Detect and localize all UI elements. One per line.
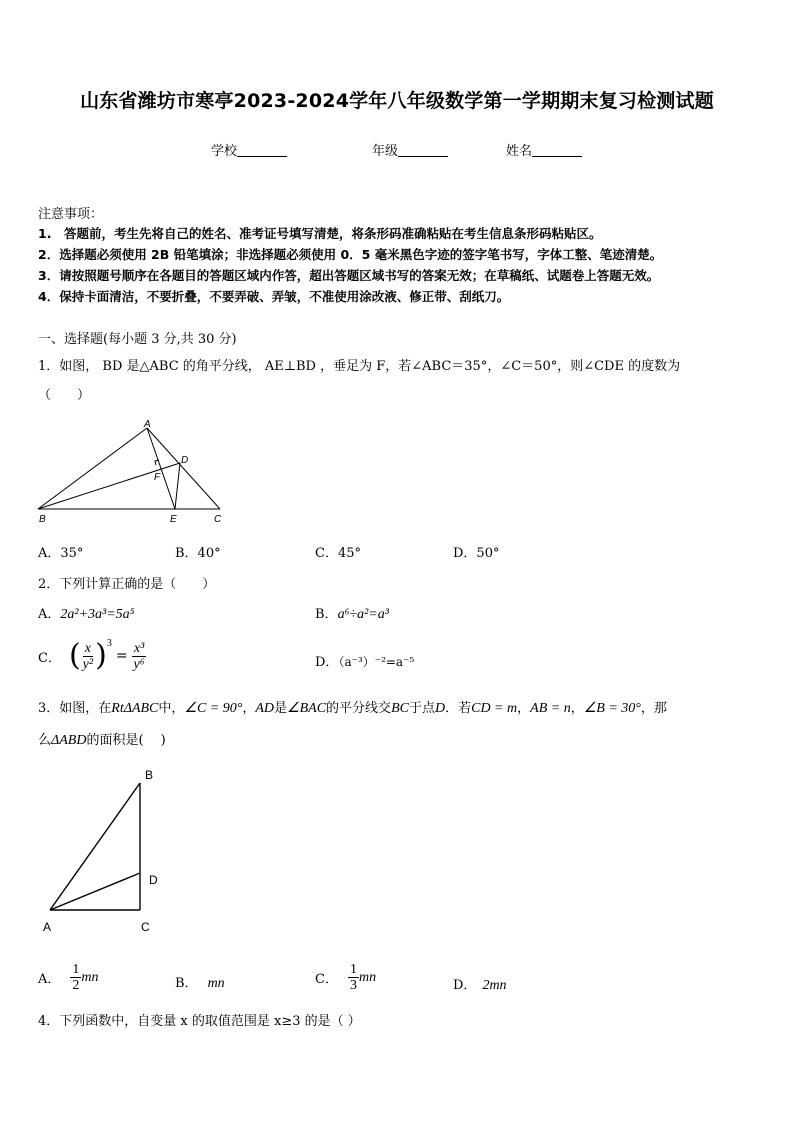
- label-d: D: [181, 455, 189, 466]
- q3-option-a: [38, 962, 99, 993]
- segment-de: [175, 463, 180, 509]
- q2-option-d-expr: （a⁻³）⁻²=a⁻⁵: [338, 655, 415, 669]
- q2-c-lhs-num: x: [84, 640, 91, 656]
- label-f: F: [154, 472, 161, 483]
- section-heading: 一、选择题(每小题 3 分,共 30 分): [38, 332, 237, 347]
- q3-option-d-label: D．: [453, 978, 477, 993]
- grade-field: [372, 140, 448, 159]
- q3-math: RtΔABC: [111, 701, 159, 716]
- label-a: A: [144, 419, 151, 430]
- q3-option-c-tail: mn: [358, 969, 377, 985]
- q1-option-c: C．45°: [315, 546, 361, 561]
- q2-option-d: [315, 651, 414, 670]
- q3-text: 的平分线交: [326, 701, 392, 716]
- q2-option-c: [38, 636, 147, 676]
- q3-text: 3．如图，在: [38, 701, 112, 716]
- fraction-denominator: 2: [72, 978, 80, 993]
- q2-c-lhs-den: y²: [82, 656, 94, 672]
- q2-option-a-expr: 2a²+3a³=5a⁵: [60, 607, 135, 622]
- grade-blank: [398, 143, 448, 157]
- label-d: D: [149, 873, 158, 887]
- q1-blank: （ ）: [38, 388, 91, 403]
- fraction-denominator: 3: [349, 978, 357, 993]
- q2-option-c-label: C．: [38, 650, 61, 666]
- school-label: 学校: [211, 144, 238, 159]
- q2-c-fraction-lhs: [81, 641, 95, 672]
- q3-math: D: [434, 701, 446, 716]
- q3-option-b-label: B．: [175, 976, 198, 991]
- q3-option-c: [315, 962, 376, 993]
- equals-sign: =: [115, 648, 128, 664]
- q3-option-b-value: mn: [207, 976, 225, 991]
- name-field: [506, 140, 582, 159]
- q3-text: 的面积是( ): [86, 733, 166, 748]
- paren-open: (: [68, 638, 81, 673]
- q3-text: ，: [570, 701, 584, 716]
- label-b: B: [39, 514, 46, 525]
- q3-math: ∠B = 30°: [583, 701, 641, 716]
- label-c: C: [214, 514, 222, 525]
- q3-option-d: [453, 974, 507, 994]
- note-item: 1. 答题前，考生先将自己的姓名、准考证号填写清楚，将条形码准确粘贴在考生信息条形码粘贴区。: [38, 226, 602, 241]
- notes-heading: 注意事项：: [38, 207, 104, 222]
- q1-stem: 1．如图， BD 是△ABC 的角平分线， AE⊥BD ，垂足为 F，若∠ABC＝35°，∠C＝50°，则∠CDE 的度数为: [38, 359, 681, 374]
- school-blank: [237, 143, 287, 157]
- q3-text: 么: [38, 733, 52, 748]
- q2-option-d-label: D．: [315, 655, 339, 670]
- q3-text: ，那: [640, 701, 667, 716]
- q1-option-d: D．50°: [453, 546, 500, 561]
- grade-label: 年级: [372, 144, 399, 159]
- q3-text: 中，: [158, 701, 185, 716]
- q1-figure: [30, 416, 230, 528]
- q3-option-a-tail: mn: [81, 969, 99, 985]
- q3-text: ．若: [445, 701, 472, 716]
- q1-option-b: B．40°: [175, 546, 221, 561]
- q3-math: CD = m: [471, 701, 518, 716]
- q3-math: ∠C = 90°: [184, 701, 243, 716]
- q2-c-rhs-num: x³: [133, 640, 145, 656]
- side-ac: [147, 428, 220, 509]
- q3-math: ∠BAC: [287, 701, 327, 716]
- q2-option-a: [38, 603, 135, 623]
- q2-option-b-expr: a⁶÷a²=a³: [337, 607, 389, 622]
- q3-option-b: [175, 972, 225, 992]
- fraction-numerator: 1: [72, 962, 80, 977]
- school-field: [211, 140, 287, 159]
- label-c: C: [141, 920, 150, 934]
- q3-text: 是: [274, 701, 288, 716]
- label-b: B: [145, 768, 154, 782]
- q3-math: BC: [391, 701, 409, 716]
- q3-option-c-label: C．: [315, 972, 338, 987]
- side-ab: [38, 428, 147, 509]
- q3-stem-line1: [38, 697, 667, 717]
- q2-c-exponent: 3: [106, 638, 112, 649]
- q3-text: 于点: [408, 701, 435, 716]
- page-title: 山东省潍坊市寒亭2023-2024学年八年级数学第一学期期末复习检测试题: [80, 90, 714, 112]
- q3-text: ，: [517, 701, 531, 716]
- q2-c-fraction-rhs: [132, 641, 147, 672]
- q3-math: ΔABD: [51, 733, 87, 748]
- label-e: E: [170, 514, 177, 525]
- q3-math: AB = n: [530, 701, 571, 716]
- q2-option-b: [315, 603, 389, 623]
- segment-bd: [38, 463, 180, 509]
- q1-option-a: A．35°: [38, 546, 84, 561]
- q3-text: ，: [242, 701, 256, 716]
- note-item: 4．保持卡面清洁，不要折叠，不要弄破、弄皱，不准使用涂改液、修正带、刮纸刀。: [38, 289, 510, 304]
- q3-figure: [36, 762, 166, 942]
- q2-stem: 2．下列计算正确的是（ ）: [38, 577, 216, 592]
- label-a: A: [43, 920, 52, 934]
- segment-ae: [147, 428, 175, 509]
- q3-stem-line2: [38, 729, 166, 749]
- note-item: 3．请按照题号顺序在各题目的答题区域内作答，超出答题区域书写的答案无效；在草稿纸、试题卷上答题无效。: [38, 268, 660, 283]
- q2-option-b-label: B．: [315, 607, 338, 622]
- q3-option-d-value: 2mn: [482, 978, 507, 993]
- q3-option-a-fraction: [70, 962, 81, 993]
- q2-option-a-label: A．: [38, 607, 61, 622]
- q2-c-rhs-den: y⁶: [133, 656, 145, 672]
- paren-close: ): [95, 638, 107, 673]
- fraction-numerator: 1: [349, 962, 357, 977]
- note-item: 2．选择题必须使用 2B 铅笔填涂；非选择题必须使用 0．5 毫米黑色字迹的签字笔书写，字体工整、笔迹清楚。: [38, 247, 663, 262]
- q3-option-c-fraction: [348, 962, 359, 993]
- q3-option-a-label: A．: [38, 972, 61, 987]
- q3-math: AD: [255, 701, 275, 716]
- name-label: 姓名: [506, 144, 533, 159]
- name-blank: [532, 143, 582, 157]
- q4-stem: 4．下列函数中，自变量 x 的取值范围是 x≥3 的是（ ）: [38, 1014, 361, 1029]
